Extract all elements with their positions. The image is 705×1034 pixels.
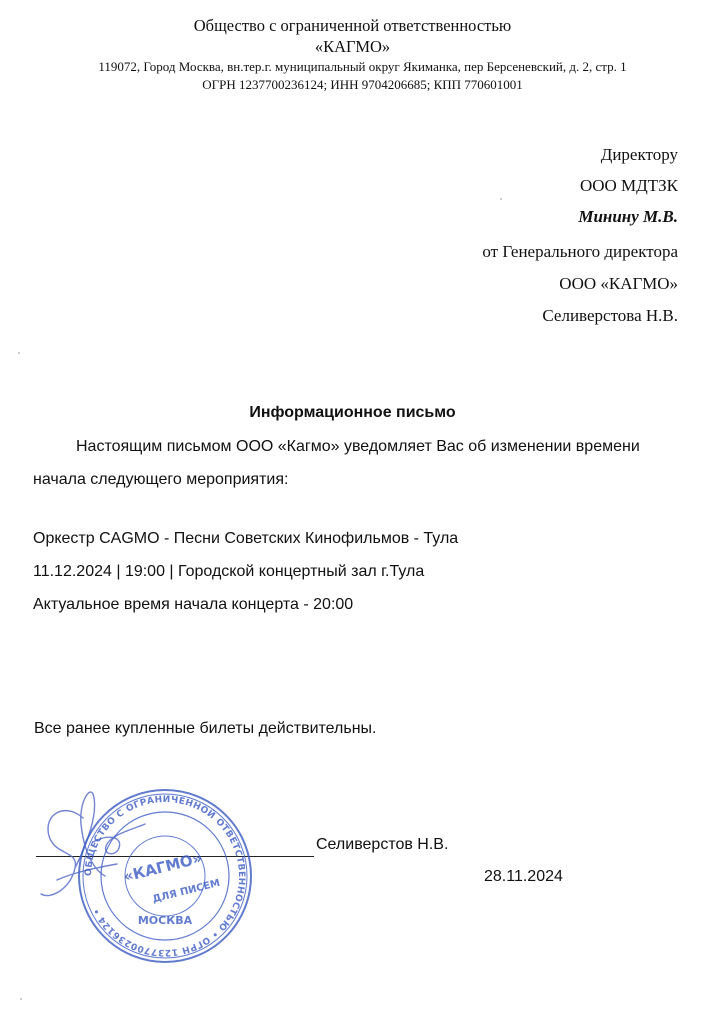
header-company-name: «КАГМО» — [314, 37, 391, 56]
tickets-note: Все ранее купленные билеты действительны. — [34, 720, 377, 737]
scan-speck — [20, 998, 22, 1000]
event-updated-time: Актуальное время начала концерта - 20:00 — [33, 596, 354, 613]
scan-speck — [500, 198, 502, 200]
signer-name: Селиверстов Н.В. — [316, 836, 449, 853]
event-name: Оркестр CAGMO - Песни Советских Кинофильмов - Тула — [33, 530, 459, 547]
header-address: 119072, Город Москва, вн.тер.г. муниципальный округ Якиманка, пер Берсеневский, д. 2, стр. 1 — [98, 59, 627, 74]
recipient-title: Директору — [600, 145, 678, 164]
sender-org: ООО «КАГМО» — [559, 274, 678, 293]
recipient-name: Минину М.В. — [578, 207, 678, 226]
signature-date: 28.11.2024 — [484, 868, 563, 885]
stamp-center-text: «КАГМО» — [121, 848, 205, 886]
event-details: 11.12.2024 | 19:00 | Городской концертный зал г.Тула — [33, 563, 425, 580]
sender-title: от Генерального директора — [482, 242, 678, 261]
header-company-form: Общество с ограниченной ответственностью — [193, 16, 512, 35]
stamp-city-text: МОСКВА — [137, 914, 193, 927]
letter-title: Информационное письмо — [249, 404, 456, 421]
stamp-outer-text: ОБЩЕСТВО С ОГРАНИЧЕННОЙ ОТВЕТСТВЕННОСТЬЮ • ОГРН 1237700236124 • — [83, 794, 247, 958]
scan-speck — [18, 352, 20, 354]
company-stamp — [75, 786, 255, 966]
intro-line-2: начала следующего мероприятия: — [33, 471, 289, 488]
intro-line-1: Настоящим письмом ООО «Кагмо» уведомляет Вас об изменении времени — [76, 438, 640, 455]
sender-name: Селиверстова Н.В. — [542, 306, 678, 325]
stamp-purpose-text: ДЛЯ ПИСЕМ — [151, 877, 222, 906]
header-registration: ОГРН 1237700236124; ИНН 9704206685; КПП 770601001 — [202, 77, 523, 92]
recipient-org: ООО МДТЗК — [579, 176, 678, 195]
